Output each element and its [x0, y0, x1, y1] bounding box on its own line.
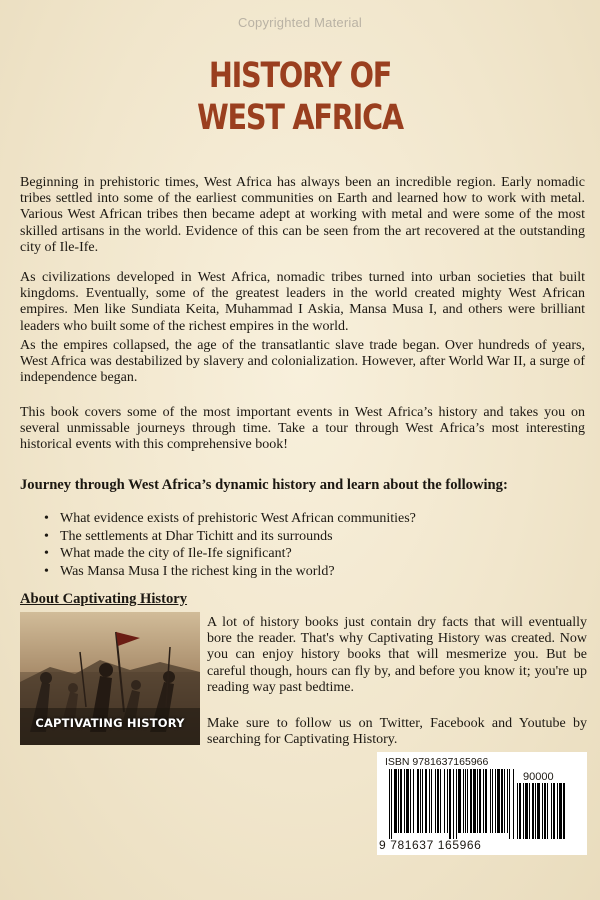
barcode-bar	[467, 769, 468, 833]
barcode-bar	[532, 783, 534, 839]
barcode-bar	[537, 783, 540, 839]
book-title-line-1: HISTORY OF	[208, 56, 392, 96]
barcode-bar	[440, 769, 441, 833]
barcode-bar	[458, 769, 461, 833]
barcode-bar	[406, 769, 409, 833]
barcode-bar	[470, 769, 472, 833]
barcode-bar	[553, 783, 555, 839]
barcode-bar	[542, 783, 543, 839]
barcode-bar	[389, 769, 390, 839]
addon-barcode-bars	[517, 783, 579, 839]
barcode-bar	[400, 769, 402, 833]
intro-paragraph: Beginning in prehistoric times, West Africa has always been an incredible region. Early nomadic tribes settled into some of the earliest communities on Earth and learned how to work with metal. Various West African tribes then became adept at working with metal and were some of the most skilled artisans in the world. Evidence of this can be seen from the art recovered at the outstanding city of Ile-Ife.	[20, 175, 585, 255]
barcode-bar	[497, 769, 500, 833]
barcode-bar	[544, 783, 546, 839]
barcode-bar	[391, 769, 392, 839]
barcode-bar	[559, 783, 562, 839]
barcode-bar	[525, 783, 528, 839]
barcode-bar	[437, 769, 439, 833]
barcode-bar	[413, 769, 414, 833]
barcode-bar	[517, 783, 518, 839]
barcode-bar	[425, 769, 427, 833]
barcode-bar	[456, 769, 457, 839]
about-paragraph: A lot of history books just contain dry facts that will eventually bore the reader. That's why Captivating History was created. Now you can enjoy history books that will mesmerize you. But be careful though, hours can fly by, and before you know it; you're up reading way past bedtime.	[207, 615, 587, 695]
barcode-bar	[507, 769, 508, 833]
journey-heading: Journey through West Africa’s dynamic history and learn about the following:	[20, 477, 508, 493]
barcode-bar	[551, 783, 552, 839]
watermark-top: Copyrighted Material	[238, 15, 362, 30]
barcode-bar	[444, 769, 445, 833]
barcode-bar	[535, 783, 536, 839]
isbn-number: ISBN 9781637165966	[385, 756, 489, 768]
barcode-bar	[529, 783, 530, 839]
barcode-bar	[447, 769, 448, 833]
price-code: 90000	[523, 771, 554, 783]
barcode-bar	[547, 783, 548, 839]
barcode-bar	[513, 769, 514, 839]
barcode-bar	[490, 769, 491, 833]
follow-paragraph: Make sure to follow us on Twitter, Facebook and Youtube by searching for Captivating History.	[207, 716, 587, 748]
empires-paragraph: As civilizations developed in West Africa, nomadic tribes turned into urban societies that built kingdoms. Eventually, some of the greatest leaders in the world created mighty West African empires. Men like Sundiata Keita, Muhammad I Askia, Mansa Musa I, and others were brilliant leaders who built some of the richest empires in the world.	[20, 270, 585, 334]
barcode-bar	[394, 769, 397, 833]
barcode-bar	[479, 769, 481, 833]
barcode-bar	[420, 769, 421, 833]
barcode-bar	[477, 769, 478, 833]
barcode-bar	[417, 769, 419, 833]
barcode-bar	[557, 783, 558, 839]
barcode-bar	[485, 769, 487, 833]
barcode-bar	[465, 769, 466, 833]
barcode-box	[377, 752, 587, 855]
topics-list	[60, 510, 416, 580]
barcode-bar	[404, 769, 405, 833]
barcode-bars	[389, 769, 514, 839]
barcode-bar	[410, 769, 411, 833]
barcode-bar	[422, 769, 423, 833]
barcode-bar	[495, 769, 496, 833]
barcode-bar	[519, 783, 521, 839]
barcode-bar	[523, 783, 524, 839]
barcode-bar	[463, 769, 464, 833]
about-illustration	[20, 612, 200, 745]
barcode-bar	[492, 769, 493, 833]
barcode-digits: 9 781637 165966	[379, 838, 482, 852]
barcode-bar	[453, 769, 454, 839]
about-title: About Captivating History	[20, 591, 188, 607]
barcode-bar	[504, 769, 505, 833]
barcode-bar	[509, 769, 510, 839]
book-summary-paragraph: This book covers some of the most important events in West Africa’s history and takes you on several unmissable journeys through time. Take a tour through West Africa’s most interesting historical events with this comprehensive book!	[20, 405, 585, 453]
barcode-bar	[429, 769, 430, 833]
barcode-bar	[431, 769, 432, 833]
barcode-bar	[483, 769, 484, 833]
barcode-bar	[563, 783, 565, 839]
captivating-history-logo: CAPTIVATING HISTORY	[35, 716, 185, 730]
barcode-bar	[398, 769, 399, 833]
book-title-line-2: WEST AFRICA	[197, 98, 403, 138]
list-item: • The settlements at Dhar Tichitt and its surrounds	[60, 528, 416, 546]
slave-trade-paragraph: As the empires collapsed, the age of the transatlantic slave trade began. Over hundreds of years, West Africa was destabilized by slavery and colonialization. However, after World War II, a surge of independence began.	[20, 338, 585, 386]
list-item: • What evidence exists of prehistoric West African communities?	[60, 510, 416, 528]
barcode-bar	[501, 769, 503, 833]
list-item: • Was Mansa Musa I the richest king in the world?	[60, 563, 416, 581]
barcode-bar	[473, 769, 476, 833]
barcode-bar	[449, 769, 451, 839]
barcode-bar	[435, 769, 436, 833]
list-item: • What made the city of Ile-Ife significant?	[60, 545, 416, 563]
